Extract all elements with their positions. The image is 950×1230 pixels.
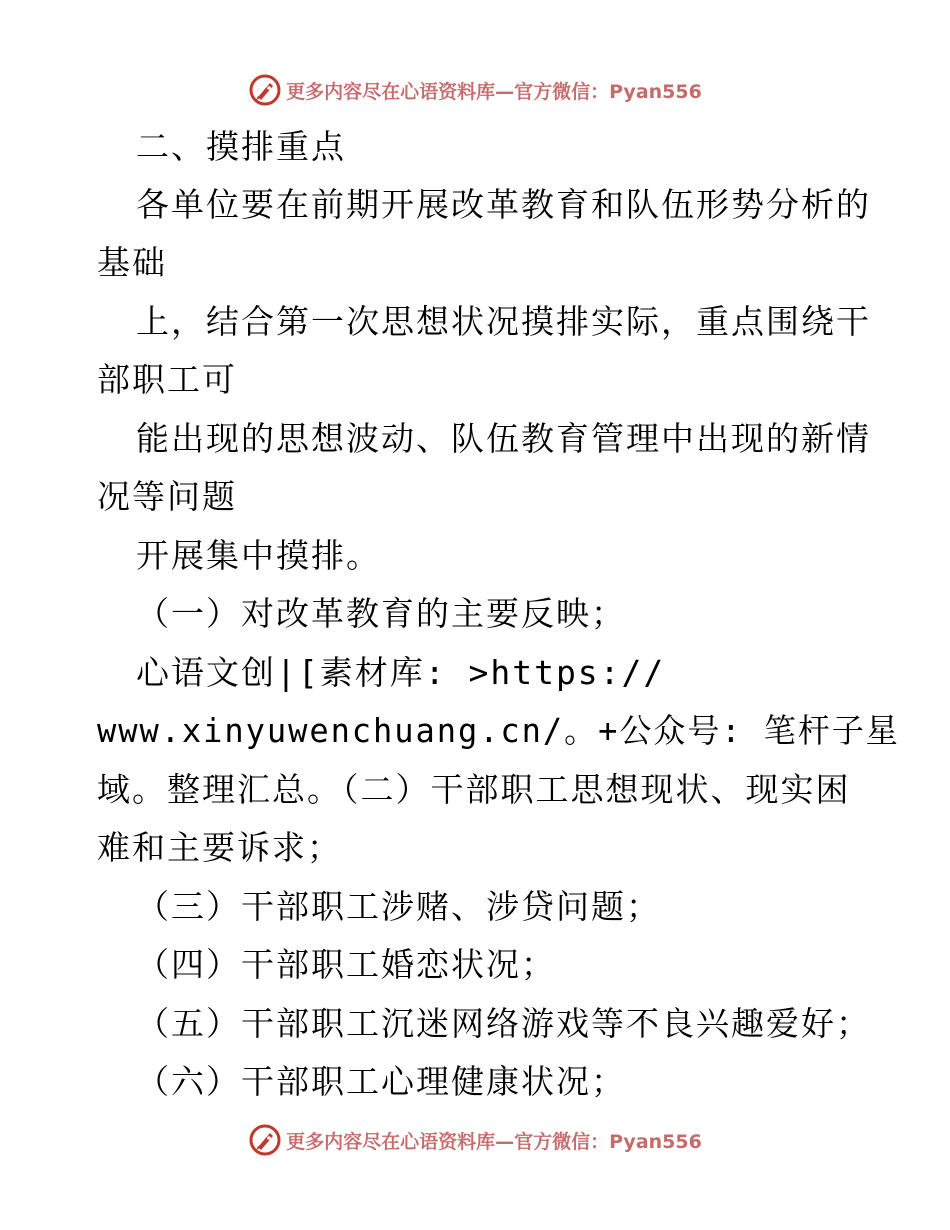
footer-watermark-banner: [0, 1120, 950, 1160]
header-watermark-banner: [0, 70, 950, 110]
paragraph-line: www.xinyuwenchuang.cn/。+公众号: 笔杆子星: [97, 711, 900, 750]
paragraph-line: 部职工可: [97, 360, 237, 399]
paragraph-line: 开展集中摸排。: [136, 536, 381, 575]
list-item: （六）干部职工心理健康状况；: [136, 1062, 626, 1101]
paragraph-line: 况等问题: [97, 477, 237, 516]
section-heading: 二、摸排重点: [136, 127, 346, 166]
list-item: （五）干部职工沉迷网络游戏等不良兴趣爱好；: [136, 1004, 871, 1043]
paragraph-line: 基础: [97, 243, 167, 282]
watermark-text: 更多内容尽在心语资料库—官方微信：Pyan556: [286, 80, 702, 103]
list-item: （一）对改革教育的主要反映；: [136, 594, 626, 633]
paragraph-line: 域。整理汇总。（二）干部职工思想现状、现实困: [97, 770, 851, 809]
paragraph-line: 难和主要诉求；: [97, 828, 342, 867]
list-item: （四）干部职工婚恋状况；: [136, 945, 556, 984]
list-item: （三）干部职工涉赌、涉贷问题；: [136, 887, 661, 926]
watermark-text: 更多内容尽在心语资料库—官方微信：Pyan556: [286, 1130, 702, 1153]
paragraph-line: 上，结合第一次思想状况摸排实际，重点围绕干: [136, 302, 871, 341]
paragraph-line: 能出现的思想波动、队伍教育管理中出现的新情: [136, 419, 871, 458]
pen-nib-logo-icon: [248, 73, 282, 107]
paragraph-line: 各单位要在前期开展改革教育和队伍形势分析的: [136, 185, 871, 224]
paragraph-line: 心语文创|[素材库: >https://: [136, 653, 666, 692]
pen-nib-logo-icon: [248, 1123, 282, 1157]
